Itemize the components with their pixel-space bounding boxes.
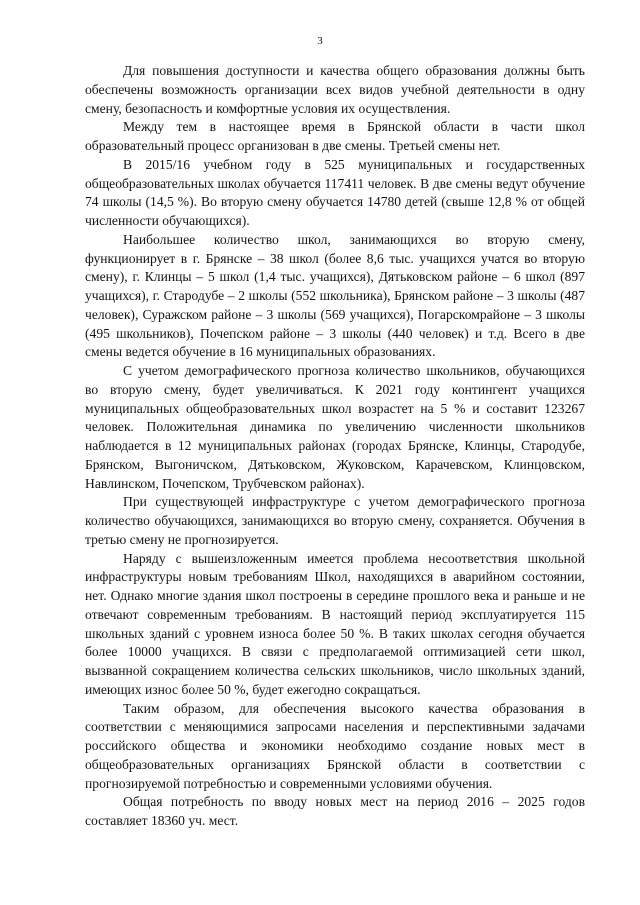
document-body — [85, 62, 585, 831]
paragraph-total-demand: Общая потребность по вводу новых мест на период 2016 – 2025 годов составляет 18360 уч. мест. — [85, 794, 585, 828]
paragraph-second-shift-districts: Наибольшее количество школ, занимающихся во вторую смену, функционирует в г. Брянске – 38 школ (более 8,6 тыс. учащихся учатся во вторую смену), г. Клинцы – 5 школ (1,4 тыс. учащихся), Дятьковском районе – 6 школ (897 учащихся), г. Стародубе – 2 школы (552 школьника), Брянском районе – 3 школы (487 человек), Суражском районе – 3 школы (569 учащихся), Погарскомрайоне – 3 школы (495 школьников), Почепском районе – 3 школы (440 человек) и т.д. Всего в две смены ведется обучение в 16 муниципальных образованиях. — [85, 231, 585, 360]
paragraph-2015-statistics: В 2015/16 учебном году в 525 муниципальных и государственных общеобразовательных школах обучается 117411 человек. В две смены ведут обучение 74 школы (14,5 %). Во вторую смену обучается 14780 детей (свыше 12,8 % от общей численности обучающихся). — [85, 156, 585, 228]
page-number: 3 — [317, 35, 323, 47]
paragraph-building-wear: Наряду с вышеизложенным имеется проблема несоответствия школьной инфраструктуры новым требованиям Школ, находящихся в аварийном состоянии, нет. Однако многие здания школ построены в середине прошлого века и раньше и не отвечают современным требованиям. В настоящий период эксплуатируется 115 школьных зданий с уровнем износа более 50 %. В таких школах сегодня обучается более 10000 учащихся. В связи с предполагаемой оптимизацией сети школ, вызванной сокращением количества сельских школьников, число школьных зданий, имеющих износ более 50 %, будет ежегодно сокращаться. — [85, 550, 585, 697]
paragraph-infrastructure-forecast: При существующей инфраструктуре с учетом демографического прогноза количество обучающихся, занимающихся во вторую смену, сохраняется. Обучения в третью смену не прогнозируется. — [85, 494, 585, 547]
paragraph-demographic-forecast: С учетом демографического прогноза количество школьников, обучающихся во вторую смену, будет увеличиваться. К 2021 году контингент учащихся муниципальных общеобразовательных школ возрастет на 5 % и составит 123267 человек. Положительная динамика по увеличению численности школьников наблюдается в 12 муниципальных районах (городах Брянске, Клинцы, Стародубе, Брянском, Выгоничском, Дятьковском, Жуковском, Карачевском, Клинцовском, Навлинском, Почепском, Трубчевском районах). — [85, 363, 585, 491]
paragraph-two-shifts: Между тем в настоящее время в Брянской области в части школ образовательный процесс организован в две смены. Третьей смены нет. — [85, 119, 585, 153]
paragraph-new-places-need: Таким образом, для обеспечения высокого качества образования в соответствии с меняющимися запросами населения и перспективными задачами российского общества и экономики необходимо создание новых мест в общеобразовательных организациях Брянской области в соответствии с прогнозируемой потребностью и современными условиями обучения. — [85, 700, 585, 791]
paragraph-one-shift-goal: Для повышения доступности и качества общего образования должны быть обеспечены возможность организации всех видов учебной деятельности в одну смену, безопасность и комфортные условия их осуществления. — [85, 63, 585, 116]
